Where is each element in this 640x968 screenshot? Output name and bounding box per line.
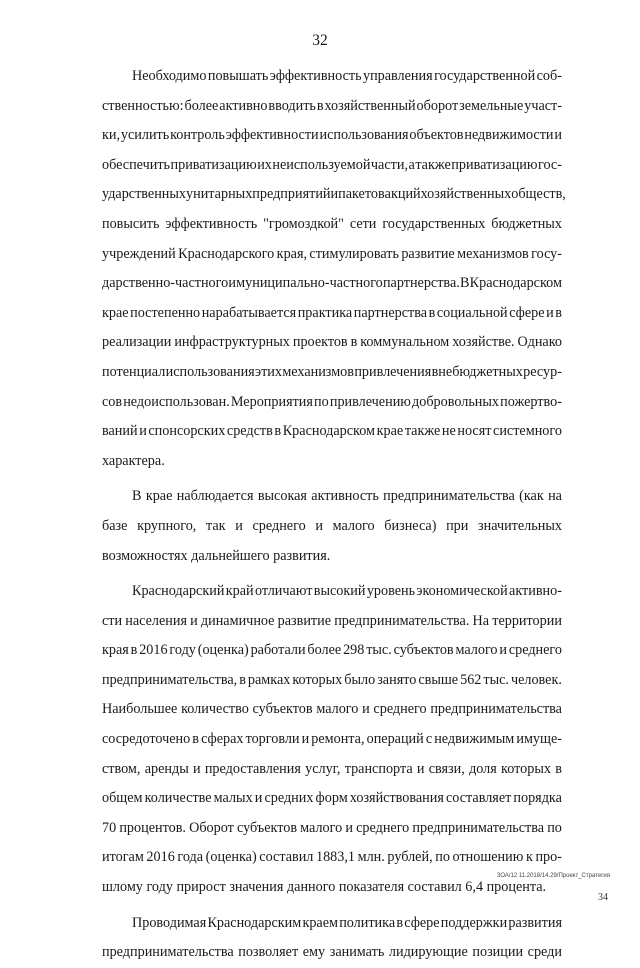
word: также bbox=[415, 156, 451, 173]
word: ремонта, bbox=[311, 731, 365, 748]
word: общем bbox=[102, 790, 143, 807]
word: 562 bbox=[460, 671, 482, 688]
word: более bbox=[307, 642, 342, 659]
word: края, bbox=[276, 245, 308, 262]
word: сосредоточено bbox=[102, 731, 191, 748]
word: рублей, bbox=[387, 849, 433, 866]
word: развитие bbox=[401, 245, 455, 262]
word: и bbox=[190, 612, 198, 629]
word: не bbox=[441, 423, 456, 440]
paragraph-line bbox=[102, 482, 562, 512]
word: хозяйственных bbox=[420, 186, 512, 203]
word: так bbox=[206, 517, 226, 534]
word: недвижимым bbox=[434, 731, 515, 748]
word: участ- bbox=[524, 97, 562, 114]
word: среднего bbox=[508, 642, 562, 659]
word: повышать bbox=[207, 68, 269, 84]
word: операций bbox=[366, 731, 424, 748]
word: развитие bbox=[277, 612, 332, 629]
word: и bbox=[139, 423, 147, 440]
word: усилить bbox=[120, 127, 170, 144]
paragraph-line bbox=[102, 328, 562, 358]
word: приватизацию bbox=[451, 156, 538, 173]
word: сти bbox=[102, 612, 123, 629]
word: недвижимости bbox=[464, 127, 554, 144]
word: ресур- bbox=[523, 363, 562, 380]
paragraph-line bbox=[102, 210, 562, 240]
paragraph-line bbox=[102, 755, 562, 785]
word: форм bbox=[315, 790, 348, 807]
word: системного bbox=[493, 423, 562, 440]
paragraph-line bbox=[102, 512, 562, 542]
word: тыс. bbox=[483, 671, 509, 688]
word: использования bbox=[319, 127, 409, 144]
word: механизмов bbox=[282, 363, 354, 380]
word: постепенно bbox=[130, 304, 201, 321]
word: и bbox=[254, 790, 263, 807]
paragraph-line bbox=[102, 299, 562, 329]
word: пожертво- bbox=[500, 393, 562, 410]
word: доля bbox=[469, 760, 497, 777]
word: и bbox=[192, 760, 201, 777]
word: хозяйствования bbox=[349, 790, 444, 807]
word: в bbox=[130, 642, 138, 659]
paragraph-line bbox=[102, 784, 562, 814]
word: в bbox=[239, 671, 246, 688]
word: при bbox=[446, 517, 469, 534]
word: также bbox=[404, 423, 441, 440]
word: средств bbox=[226, 423, 273, 440]
word: Краснодарском bbox=[469, 275, 562, 292]
paragraph-line bbox=[102, 666, 562, 696]
word: Краснодарским bbox=[207, 914, 302, 931]
word: отличают bbox=[254, 583, 313, 600]
word: позиции bbox=[472, 944, 524, 961]
word: аренды bbox=[144, 760, 189, 777]
word: реализации bbox=[102, 334, 172, 351]
word: активно bbox=[219, 97, 268, 114]
paragraph-line bbox=[102, 636, 562, 666]
word: крае bbox=[145, 488, 173, 505]
word: 70 bbox=[102, 819, 117, 836]
word: предпринимательства bbox=[383, 488, 515, 505]
word: с bbox=[425, 731, 433, 748]
word: краем bbox=[302, 914, 338, 931]
word: использования bbox=[165, 363, 255, 380]
word: и bbox=[235, 517, 243, 534]
word: динамичное bbox=[200, 612, 275, 629]
word: и bbox=[362, 701, 370, 718]
word: позволяет bbox=[238, 944, 299, 961]
word: государственной bbox=[434, 68, 536, 84]
word: свыше bbox=[418, 671, 459, 688]
word: недоиспользован. bbox=[123, 393, 230, 410]
paragraph-line bbox=[102, 909, 562, 939]
word: Краснодарском bbox=[282, 423, 376, 440]
word: предоставления bbox=[204, 760, 301, 777]
word: политика bbox=[339, 914, 396, 931]
paragraph-line bbox=[102, 151, 562, 181]
word: высокий bbox=[313, 583, 366, 600]
word: бюджетных bbox=[491, 215, 562, 232]
word: потенциал bbox=[102, 363, 166, 380]
word: торговли bbox=[245, 731, 300, 748]
word: услуг, bbox=[305, 760, 341, 777]
word: экономической bbox=[416, 583, 508, 600]
word: дарственно-частного bbox=[102, 275, 229, 292]
word: соб- bbox=[536, 68, 562, 84]
word: коммунальном bbox=[360, 334, 450, 351]
line-text: характера. bbox=[102, 452, 165, 469]
page-number: 32 bbox=[312, 32, 328, 49]
word: сети bbox=[349, 215, 377, 232]
word: отношению bbox=[452, 849, 524, 866]
word: в bbox=[428, 304, 436, 321]
word: (как bbox=[519, 488, 544, 505]
word: порядка bbox=[513, 790, 562, 807]
word: территории bbox=[492, 612, 562, 629]
line-text: возможностях дальнейшего развития. bbox=[102, 547, 331, 564]
word: (оценка) bbox=[197, 642, 249, 659]
word: и bbox=[330, 186, 339, 203]
word: хозяйстве. bbox=[452, 334, 515, 351]
word: партнерства bbox=[353, 304, 428, 321]
word: в bbox=[396, 914, 404, 931]
paragraph-line bbox=[102, 240, 562, 270]
word: составляет bbox=[445, 790, 512, 807]
next-page-number-fragment: 34 bbox=[598, 892, 608, 903]
word: процентов. bbox=[119, 819, 186, 836]
word: унитарных bbox=[186, 186, 253, 203]
word: 2016 bbox=[139, 642, 168, 659]
word: предпринимательства bbox=[430, 701, 562, 718]
word: "громоздкой" bbox=[263, 215, 344, 232]
word: обеспечить bbox=[102, 156, 171, 173]
word: ством, bbox=[102, 760, 141, 777]
word: малого bbox=[332, 517, 375, 534]
word: в bbox=[192, 731, 199, 748]
word: носят bbox=[457, 423, 492, 440]
word: средних bbox=[264, 790, 314, 807]
word: среднего bbox=[373, 701, 427, 718]
word: итогам bbox=[102, 849, 144, 866]
paragraph-line bbox=[102, 577, 562, 607]
word: эффективности bbox=[225, 127, 319, 144]
word: (оценка) bbox=[205, 849, 257, 866]
word: ки, bbox=[102, 127, 121, 144]
word: оборот bbox=[416, 97, 459, 114]
paragraph-line bbox=[102, 388, 562, 418]
word: тыс. bbox=[366, 642, 392, 659]
word: транспорта bbox=[344, 760, 413, 777]
word: контроль bbox=[170, 127, 225, 144]
word: части, bbox=[370, 156, 408, 173]
word: ственностью: bbox=[102, 97, 184, 114]
paragraph-line bbox=[102, 358, 562, 388]
paragraph-line bbox=[102, 695, 562, 725]
word: субъектов bbox=[237, 819, 298, 836]
word: и bbox=[315, 517, 323, 534]
word: более bbox=[184, 97, 219, 114]
word: сфере bbox=[404, 914, 440, 931]
word: государственных bbox=[382, 215, 486, 232]
footer-file-path: ЗОА/12 11.2018/14.29/Проект_Стратегия bbox=[496, 873, 610, 879]
word: Наибольшее bbox=[102, 701, 178, 718]
paragraph-line bbox=[102, 92, 562, 122]
word: которых bbox=[292, 671, 343, 688]
word: привлечению bbox=[329, 393, 411, 410]
word: стимулировать bbox=[309, 245, 399, 262]
word: активно- bbox=[509, 583, 562, 600]
word: значительных bbox=[478, 517, 562, 534]
word: предприятий bbox=[252, 186, 331, 203]
word: в bbox=[350, 334, 358, 351]
word: предпринимательства bbox=[102, 944, 234, 961]
word: составил bbox=[259, 849, 314, 866]
word: акций bbox=[384, 186, 421, 203]
word: наблюдается bbox=[176, 488, 254, 505]
word: про- bbox=[535, 849, 562, 866]
word: проектов bbox=[292, 334, 348, 351]
word: в bbox=[555, 304, 562, 321]
word: к bbox=[525, 849, 533, 866]
word: количестве bbox=[144, 790, 212, 807]
paragraph-line bbox=[102, 725, 562, 755]
word: связи, bbox=[428, 760, 465, 777]
word: количество bbox=[181, 701, 249, 718]
word: социальной bbox=[436, 304, 508, 321]
word: ударственных bbox=[102, 186, 187, 203]
word: спонсорских bbox=[148, 423, 226, 440]
word: хозяйственный bbox=[324, 97, 416, 114]
word: инфраструктурных bbox=[174, 334, 290, 351]
word: учреждений bbox=[102, 245, 176, 262]
word: активность bbox=[311, 488, 379, 505]
word: и bbox=[546, 304, 554, 321]
word: малого bbox=[300, 819, 343, 836]
word: практика bbox=[297, 304, 353, 321]
word: сферах bbox=[201, 731, 244, 748]
word: сов bbox=[102, 393, 123, 410]
word: предпринимательства, bbox=[102, 671, 238, 688]
word: их bbox=[257, 156, 272, 173]
word: занимать bbox=[329, 944, 385, 961]
word: малого bbox=[455, 642, 498, 659]
paragraph-line bbox=[102, 873, 562, 903]
word: рамках bbox=[247, 671, 291, 688]
word: объектов bbox=[409, 127, 464, 144]
word: бизнеса) bbox=[384, 517, 437, 534]
word: в bbox=[274, 423, 282, 440]
word: край bbox=[225, 583, 254, 600]
word: крупного, bbox=[137, 517, 197, 534]
word: на bbox=[548, 488, 562, 505]
word: по bbox=[547, 819, 562, 836]
word: лидирующие bbox=[388, 944, 468, 961]
paragraph-line bbox=[102, 417, 562, 447]
paragraph-line bbox=[102, 447, 562, 477]
paragraph-line bbox=[102, 938, 562, 968]
word: внебюджетных bbox=[431, 363, 523, 380]
word: Необходимо bbox=[132, 68, 207, 84]
word: госу- bbox=[531, 245, 562, 262]
word: имуще- bbox=[516, 731, 562, 748]
word: эффективность bbox=[269, 68, 362, 84]
word: добровольных bbox=[412, 393, 500, 410]
word: и bbox=[554, 127, 562, 144]
word: ему bbox=[302, 944, 326, 961]
word: предпринимательства bbox=[412, 819, 545, 836]
word: предпринимательства. bbox=[334, 612, 470, 629]
word: среди bbox=[527, 944, 562, 961]
word: 298 bbox=[343, 642, 365, 659]
word: Проводимая bbox=[132, 914, 207, 931]
word: в bbox=[555, 760, 562, 777]
word: сфере bbox=[509, 304, 545, 321]
word: В bbox=[459, 275, 470, 292]
word: по bbox=[314, 393, 329, 410]
word: повысить bbox=[102, 215, 160, 232]
word: В bbox=[132, 488, 142, 505]
paragraph-line bbox=[102, 121, 562, 151]
paragraph-line bbox=[102, 843, 562, 873]
word: базе bbox=[102, 517, 128, 534]
word: по bbox=[435, 849, 450, 866]
word: населения bbox=[125, 612, 187, 629]
word: На bbox=[472, 612, 490, 629]
paragraph-line bbox=[102, 180, 566, 210]
word: приватизацию bbox=[170, 156, 257, 173]
word: Оборот bbox=[189, 819, 234, 836]
word: которых bbox=[501, 760, 551, 777]
word: крае bbox=[376, 423, 404, 440]
word: Однако bbox=[517, 334, 562, 351]
word: занято bbox=[377, 671, 417, 688]
word: человек. bbox=[510, 671, 562, 688]
word: муниципально-частного bbox=[236, 275, 383, 292]
word: неиспользуемой bbox=[272, 156, 371, 173]
word: 1883,1 bbox=[315, 849, 355, 866]
word: партнерства. bbox=[382, 275, 460, 292]
word: поддержки bbox=[440, 914, 508, 931]
word: земельные bbox=[459, 97, 524, 114]
word: ваний bbox=[102, 423, 138, 440]
word: году bbox=[169, 642, 196, 659]
paragraph-line bbox=[102, 62, 562, 92]
word: Краснодарский bbox=[132, 583, 225, 600]
word: края bbox=[102, 642, 129, 659]
word: субъектов bbox=[393, 642, 454, 659]
word: гос- bbox=[538, 156, 562, 173]
word: малых bbox=[213, 790, 253, 807]
word: млн. bbox=[357, 849, 385, 866]
word: и bbox=[416, 760, 425, 777]
word: в bbox=[316, 97, 324, 114]
word: малого bbox=[316, 701, 359, 718]
word: высокая bbox=[257, 488, 307, 505]
word: управления bbox=[362, 68, 433, 84]
word: Краснодарского bbox=[178, 245, 275, 262]
word: нарабатывается bbox=[201, 304, 297, 321]
word: этих bbox=[255, 363, 282, 380]
word: обществ, bbox=[511, 186, 566, 203]
word: субъектов bbox=[252, 701, 313, 718]
word: и bbox=[228, 275, 236, 292]
word: 2016 bbox=[146, 849, 175, 866]
word: среднего bbox=[252, 517, 306, 534]
word: среднего bbox=[356, 819, 410, 836]
word: работали bbox=[250, 642, 306, 659]
word: крае bbox=[102, 304, 129, 321]
word: привлечения bbox=[354, 363, 432, 380]
paragraph-line bbox=[102, 814, 562, 844]
word: механизмов bbox=[457, 245, 529, 262]
word: и bbox=[345, 819, 353, 836]
paragraph-line bbox=[102, 607, 562, 637]
word: а bbox=[408, 156, 415, 173]
word: вводить bbox=[268, 97, 316, 114]
paragraph-line bbox=[102, 269, 562, 299]
word: эффективность bbox=[165, 215, 258, 232]
word: было bbox=[344, 671, 376, 688]
word: развития bbox=[508, 914, 562, 931]
word: года bbox=[177, 849, 204, 866]
word: Мероприятия bbox=[230, 393, 313, 410]
word: уровень bbox=[366, 583, 416, 600]
paragraph-line bbox=[102, 542, 562, 572]
word: пакетов bbox=[338, 186, 385, 203]
word: и bbox=[301, 731, 310, 748]
word: и bbox=[499, 642, 507, 659]
body-text bbox=[102, 62, 566, 968]
line-text: шлому году прирост значения данного показателя составил 6,4 процента. bbox=[102, 879, 547, 896]
